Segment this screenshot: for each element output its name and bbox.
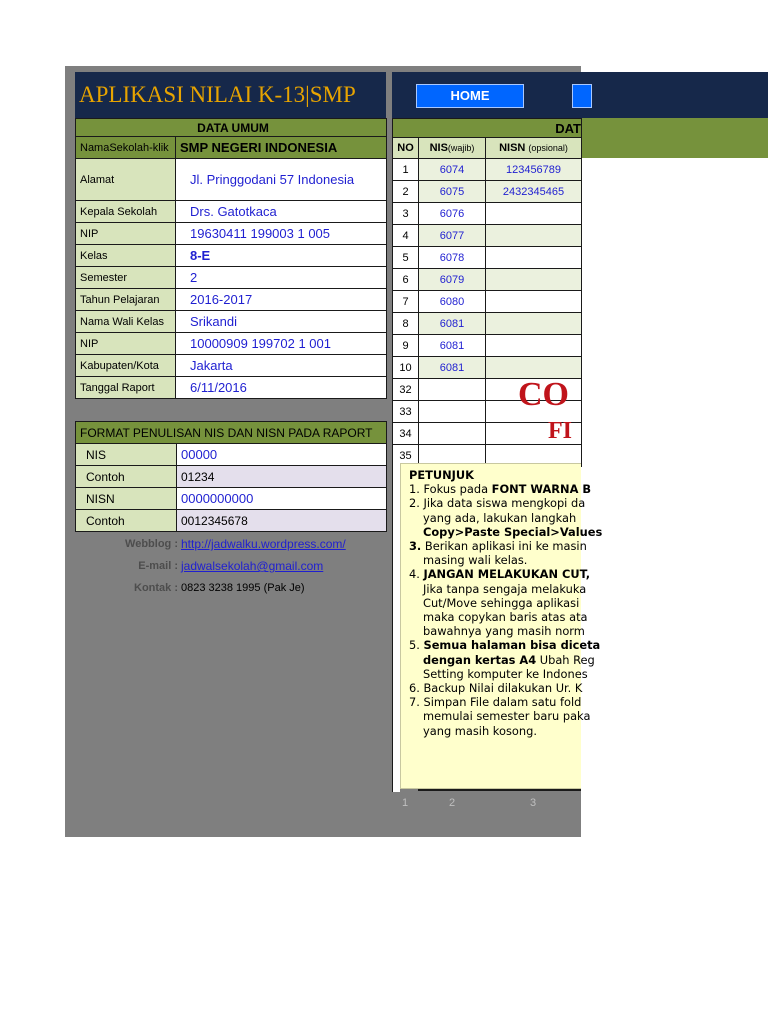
field-label: NIP: [76, 333, 176, 355]
row-no: 33: [393, 401, 419, 423]
field-value[interactable]: Drs. Gatotkaca: [176, 201, 387, 223]
row-nis[interactable]: [419, 379, 486, 401]
field-label: NIP: [76, 223, 176, 245]
format-label: NISN: [76, 488, 177, 510]
petunjuk-note: [400, 463, 603, 789]
row-no: 35: [393, 445, 419, 467]
format-value[interactable]: 00000: [177, 444, 387, 466]
row-no: 10: [393, 357, 419, 379]
field-value[interactable]: 8-E: [176, 245, 387, 267]
row-nisn[interactable]: [486, 203, 582, 225]
field-value[interactable]: Jakarta: [176, 355, 387, 377]
row-nis[interactable]: 6081: [419, 313, 486, 335]
column-number: 2: [449, 797, 456, 809]
petunjuk-text: yang masih kosong.: [423, 723, 537, 738]
format-value: 0012345678: [177, 510, 387, 532]
petunjuk-text: masing wali kelas.: [423, 553, 528, 568]
field-label: Kepala Sekolah: [76, 201, 176, 223]
row-nisn[interactable]: [486, 291, 582, 313]
petunjuk-text: memulai semester baru paka: [423, 709, 591, 724]
field-label: Tahun Pelajaran: [76, 289, 176, 311]
format-label: Contoh: [76, 466, 177, 488]
field-label: Alamat: [76, 159, 176, 201]
webblog-link[interactable]: http://jadwalku.wordpress.com/: [181, 537, 346, 551]
data-umum-heading: DATA UMUM: [76, 119, 387, 137]
petunjuk-text: FONT WARNA B: [491, 482, 592, 497]
field-value[interactable]: 19630411 199003 1 005: [176, 223, 387, 245]
petunjuk-text: 1. Fokus pada: [409, 482, 492, 497]
col-nis-note: (wajib): [447, 143, 475, 153]
row-no: 3: [393, 203, 419, 225]
overlay-text-1: CO: [518, 376, 569, 413]
email-label: E-mail :: [138, 560, 178, 572]
field-value[interactable]: 2: [176, 267, 387, 289]
row-nis[interactable]: 6075: [419, 181, 486, 203]
col-no-header: NO: [393, 138, 419, 159]
row-nisn[interactable]: [486, 269, 582, 291]
row-no: 2: [393, 181, 419, 203]
app-title-bar: [75, 72, 386, 118]
row-nisn[interactable]: [486, 247, 582, 269]
overlay-text-2: FI: [548, 418, 572, 444]
row-nis[interactable]: 6074: [419, 159, 486, 181]
petunjuk-text: Jika tanpa sengaja melakuka: [423, 581, 587, 596]
app-title: APLIKASI NILAI K-13|SMP: [79, 82, 356, 107]
col-nisn-note: (opsional): [528, 143, 568, 153]
col-nisn-header: [486, 138, 582, 159]
student-table-heading: DAT: [393, 119, 582, 138]
petunjuk-text: Setting komputer ke Indones: [423, 666, 588, 681]
data-umum-table: [75, 118, 387, 399]
petunjuk-text: 7. Simpan File dalam satu fold: [409, 695, 582, 710]
row-nis[interactable]: 6077: [419, 225, 486, 247]
col-nisn-label: NISN: [499, 142, 526, 154]
kontak-value: 0823 3238 1995 (Pak Je): [181, 582, 305, 594]
row-nis[interactable]: [419, 423, 486, 445]
petunjuk-text: Berikan aplikasi ini ke masin: [421, 539, 587, 554]
col-nis-header: [419, 138, 486, 159]
petunjuk-text: 2. Jika data siswa mengkopi da: [409, 496, 586, 511]
petunjuk-text: Semua halaman bisa diceta: [423, 638, 601, 653]
row-no: 34: [393, 423, 419, 445]
webblog-label: Webblog :: [125, 538, 178, 550]
olive-band: [581, 118, 768, 158]
row-nis[interactable]: 6080: [419, 291, 486, 313]
field-value[interactable]: 10000909 199702 1 001: [176, 333, 387, 355]
row-no: 32: [393, 379, 419, 401]
petunjuk-text: dengan kertas A4: [423, 652, 537, 667]
nav-button-partial[interactable]: [572, 84, 592, 108]
petunjuk-text: Copy>Paste Special>Values: [423, 524, 603, 539]
format-heading: FORMAT PENULISAN NIS DAN NISN PADA RAPORT: [76, 422, 387, 444]
format-table: [75, 421, 387, 532]
petunjuk-text: JANGAN MELAKUKAN CUT,: [423, 567, 591, 582]
school-name-label[interactable]: NamaSekolah-klik: [76, 137, 176, 159]
row-nis[interactable]: 6079: [419, 269, 486, 291]
petunjuk-text: 5.: [409, 638, 424, 653]
field-label: Kelas: [76, 245, 176, 267]
row-nisn[interactable]: 2432345465: [486, 181, 582, 203]
field-value[interactable]: 6/11/2016: [176, 377, 387, 399]
header-band: [581, 72, 768, 118]
petunjuk-text: bawahnya yang masih norm: [423, 624, 585, 639]
nav-bar: [392, 72, 581, 118]
format-label: NIS: [76, 444, 177, 466]
row-nis[interactable]: 6081: [419, 357, 486, 379]
row-nis[interactable]: 6081: [419, 335, 486, 357]
row-nisn[interactable]: 123456789: [486, 159, 582, 181]
field-value[interactable]: 2016-2017: [176, 289, 387, 311]
row-stubs: [392, 464, 400, 792]
row-nisn[interactable]: [486, 313, 582, 335]
column-number: 1: [402, 797, 409, 809]
row-no: 9: [393, 335, 419, 357]
format-label: Contoh: [76, 510, 177, 532]
field-label: Kabupaten/Kota: [76, 355, 176, 377]
field-value[interactable]: Srikandi: [176, 311, 387, 333]
row-no: 6: [393, 269, 419, 291]
row-nis[interactable]: [419, 401, 486, 423]
field-label: Nama Wali Kelas: [76, 311, 176, 333]
field-label: Semester: [76, 267, 176, 289]
petunjuk-text: 6. Backup Nilai dilakukan Ur. K: [409, 681, 583, 696]
field-value[interactable]: Jl. Pringgodani 57 Indonesia: [176, 159, 387, 201]
petunjuk-text: maka copykan baris atas ata: [423, 610, 588, 625]
petunjuk-text: Ubah Reg: [536, 652, 595, 667]
format-value[interactable]: 0000000000: [177, 488, 387, 510]
student-table: [392, 118, 582, 467]
row-nisn[interactable]: [486, 225, 582, 247]
petunjuk-text: 3.: [409, 539, 422, 554]
petunjuk-text: 4.: [409, 567, 424, 582]
format-value: 01234: [177, 466, 387, 488]
row-nis[interactable]: 6076: [419, 203, 486, 225]
contact-info: [66, 533, 386, 599]
row-no: 1: [393, 159, 419, 181]
row-nisn[interactable]: [486, 335, 582, 357]
column-number: 3: [530, 797, 537, 809]
table-bottom-border: [418, 789, 581, 791]
petunjuk-text: yang ada, lakukan langkah: [423, 510, 577, 525]
field-label: Tanggal Raport: [76, 377, 176, 399]
petunjuk-text: Cut/Move sehingga aplikasi: [423, 595, 580, 610]
school-name-value[interactable]: SMP NEGERI INDONESIA: [176, 137, 387, 159]
row-no: 4: [393, 225, 419, 247]
row-nis[interactable]: 6078: [419, 247, 486, 269]
petunjuk-title: PETUNJUK: [409, 468, 474, 482]
home-button[interactable]: HOME: [416, 84, 524, 108]
kontak-label: Kontak :: [134, 582, 178, 594]
email-link[interactable]: jadwalsekolah@gmail.com: [181, 559, 324, 573]
row-no: 5: [393, 247, 419, 269]
row-no: 8: [393, 313, 419, 335]
col-nis-label: NIS: [429, 142, 448, 154]
row-no: 7: [393, 291, 419, 313]
